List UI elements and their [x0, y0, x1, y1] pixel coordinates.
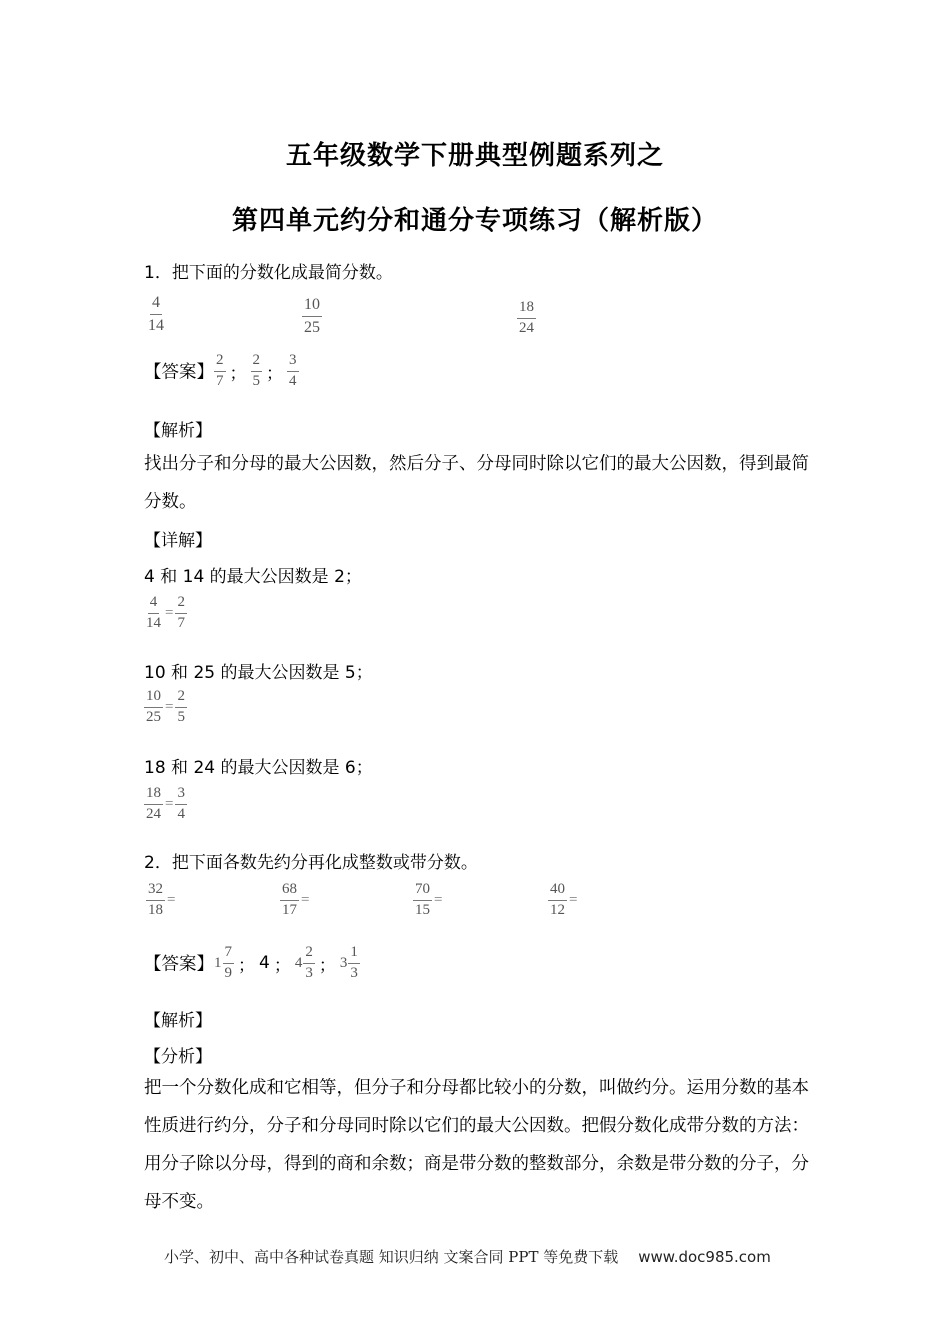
q1-answer-row: 【答案】 $\frac{2}{7}$ ； $\frac{2}{5}$ ； $\frac{3}{4}$	[144, 352, 297, 389]
q1-analysis-text: 找出分子和分母的最大公因数，然后分子、分母同时除以它们的最大公因数，得到最简分数。	[144, 454, 809, 512]
q1-fraction-3: $\frac{18}{24}$	[519, 299, 534, 336]
q1-fraction-2: $\frac{10}{25}$	[304, 296, 320, 336]
q2-answer-4: $\frac{1}{3}$	[350, 944, 358, 981]
q2-fraction-2: $\frac{68}{17}$ =	[282, 881, 310, 918]
q1-answer-2: $\frac{2}{5}$	[252, 352, 260, 389]
q2-analysis-label: 【解析】	[144, 1011, 212, 1031]
footer-text: 小学、初中、高中各种试卷真题 知识归纳 文案合同 PPT 等免费下载	[164, 1248, 619, 1266]
q1-detail-1-text: 4 和 14 的最大公因数是 2；	[144, 567, 362, 587]
q2-answer-1: $\frac{7}{9}$	[224, 944, 232, 981]
q1-prompt: 1．把下面的分数化成最简分数。	[144, 263, 393, 283]
q2-answer-3: $\frac{2}{3}$	[305, 944, 313, 981]
q1-detail-2-equation: $\frac{10}{25}$ = $\frac{2}{5}$	[146, 688, 185, 725]
q1-fraction-1: $\frac{4}{14}$	[148, 294, 164, 334]
q1-answer-label: 【答案】	[144, 362, 214, 383]
q2-answer-2: 4	[259, 953, 270, 973]
q2-fenxi-label: 【分析】	[144, 1047, 212, 1067]
q1-answer-1: $\frac{2}{7}$	[216, 352, 224, 389]
q2-fraction-1: $\frac{32}{18}$ =	[148, 881, 176, 918]
title-line-2: 第四单元约分和通分专项练习（解析版）	[231, 206, 718, 236]
title-line-1: 五年级数学下册典型例题系列之	[285, 141, 664, 171]
q1-detail-3-equation: $\frac{18}{24}$ = $\frac{3}{4}$	[146, 785, 185, 822]
q2-fraction-3: $\frac{70}{15}$ =	[415, 881, 443, 918]
q2-prompt: 2．把下面各数先约分再化成整数或带分数。	[144, 853, 478, 873]
q2-fraction-4: $\frac{40}{12}$ =	[550, 881, 578, 918]
q2-fenxi-text: 把一个分数化成和它相等，但分子和分母都比较小的分数，叫做约分。运用分数的基本性质进行约分，分子和分母同时除以它们的最大公因数。把假分数化成带分数的方法：用分子除以分母，得到的商和余数；商是带分数的整数部分，余数是带分数的分子，分母不变。	[144, 1078, 809, 1212]
q1-analysis-label: 【解析】	[144, 421, 212, 441]
footer-site-link[interactable]: www.doc985.com	[638, 1248, 771, 1266]
q2-answer-label: 【答案】	[144, 954, 214, 975]
q2-answer-row: 【答案】1 $\frac{7}{9}$ ； 4 ； 4 $\frac{2}{3}$ ； 3 $\frac{1}{3}$	[144, 944, 358, 981]
q1-detail-3-text: 18 和 24 的最大公因数是 6；	[144, 758, 373, 778]
q1-detail-1-equation: $\frac{4}{14}$ = $\frac{2}{7}$	[146, 594, 185, 631]
q1-detail-2-text: 10 和 25 的最大公因数是 5；	[144, 663, 373, 683]
footer	[164, 1246, 771, 1267]
q1-answer-3: $\frac{3}{4}$	[289, 352, 297, 389]
q1-detail-label: 【详解】	[144, 531, 212, 551]
